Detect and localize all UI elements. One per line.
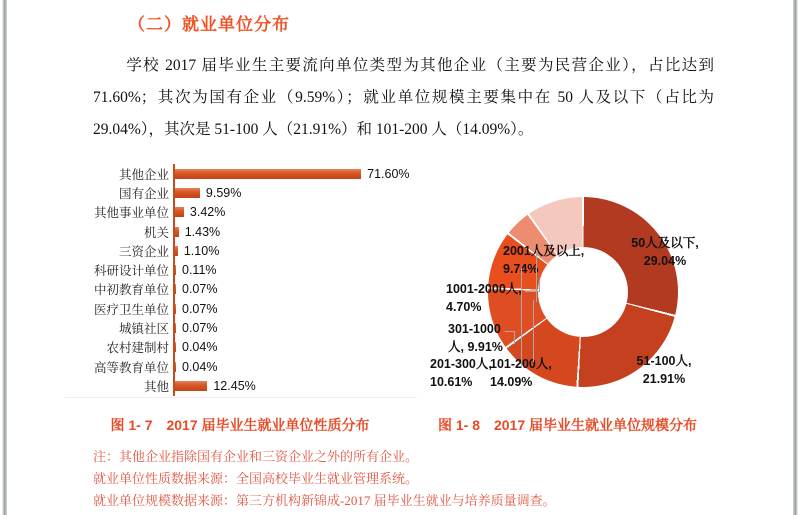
bar (175, 304, 176, 314)
bar-row (65, 376, 417, 395)
bar-row (65, 222, 417, 241)
bar-plot-zone (173, 299, 417, 318)
bar (175, 265, 176, 275)
donut-slice-label: 201-300人, 10.61% (430, 357, 492, 389)
donut-slice-label: 301-1000 人, 9.91% (448, 322, 503, 354)
donut-slice-label: 51-100人, 21.91% (636, 354, 692, 386)
bar-plot-zone (173, 241, 417, 260)
figure-caption-donut: 图 1- 8 2017 届毕业生就业单位规模分布 (437, 417, 698, 433)
donut-slice-label: 1001-2000人, 4.70% (446, 282, 522, 314)
bar (175, 284, 176, 294)
bar-plot-zone (173, 164, 417, 183)
bar-category-label: 三资企业 (118, 244, 169, 259)
bar-chart-unit-type (65, 164, 417, 398)
bar (175, 246, 178, 256)
donut-slice-label: 101-200人, 14.09% (490, 357, 552, 389)
bar (175, 188, 200, 198)
note-line: 注：其他企业指除国有企业和三资企业之外的所有企业。 (93, 449, 419, 464)
bar-plot-zone (173, 280, 417, 299)
bar-value-label: 0.04% (182, 359, 218, 374)
donut-chart-unit-size (420, 163, 732, 405)
bar-category-label: 其他企业 (118, 167, 169, 182)
bar-row (65, 280, 417, 299)
bar-category-label: 高等教育单位 (93, 360, 169, 375)
bar-value-label: 9.59% (205, 185, 242, 200)
note-line: 就业单位规模数据来源：第三方机构新锦成-2017 届毕业生就业与培养质量调查。 (93, 493, 556, 508)
leader-line (505, 331, 515, 344)
bar-plot-zone (173, 338, 417, 357)
bar-row (65, 203, 417, 222)
bar (175, 207, 184, 217)
leader-line (533, 300, 535, 362)
bar-value-label: 0.07% (182, 282, 218, 297)
body-paragraph: 学校 2017 届毕业生主要流向单位类型为其他企业（主要为民营企业），占比达到 71.60%；其次为国有企业（9.59%）；就业单位规模主要集中在 50 人及以下（占比为 29.04%），其次是 51-100 人（21.91%）和 101-200 人（14.09%）。 (93, 57, 714, 138)
bar-category-label: 医疗卫生单位 (93, 302, 169, 317)
bar-category-label: 城镇社区 (118, 322, 169, 337)
bar-value-label: 12.45% (213, 378, 256, 393)
bar-plot-zone (173, 183, 417, 202)
leader-line (536, 250, 538, 302)
page-edge-right (793, 0, 798, 515)
bar-category-label: 科研设计单位 (93, 264, 169, 279)
bar-row (65, 318, 417, 337)
bar-plot-zone (173, 318, 417, 337)
bar-value-label: 1.10% (183, 243, 220, 258)
bar (175, 227, 179, 237)
bar-row (65, 357, 417, 376)
bar-value-label: 0.04% (182, 340, 218, 355)
bar-value-label: 71.60% (367, 166, 410, 181)
bar (175, 362, 176, 372)
bar-value-label: 0.11% (182, 263, 217, 278)
note-line: 就业单位性质数据来源：全国高校毕业生就业管理系统。 (93, 471, 419, 486)
bar-plot-zone (173, 357, 417, 376)
bar-value-label: 3.42% (189, 205, 226, 220)
bar-value-label: 0.07% (182, 301, 218, 316)
bar (175, 323, 176, 333)
bar-plot-zone (173, 203, 417, 222)
bar-plot-zone (173, 222, 417, 241)
bar-category-label: 农村建制村 (106, 341, 169, 356)
bar-row (65, 183, 417, 202)
bar-category-label: 其他 (143, 379, 169, 394)
bar-row (65, 260, 417, 279)
donut-slice-label: 50人及以下, 29.04% (631, 236, 699, 268)
bar (175, 342, 176, 352)
donut-slice-label: 2001人及以上, 9.74% (503, 244, 585, 276)
bar-value-label: 1.43% (184, 224, 221, 239)
bar-plot-zone (173, 376, 417, 395)
bar-value-label: 0.07% (182, 321, 218, 336)
bar-plot-zone (173, 260, 417, 279)
footnotes (93, 446, 556, 512)
bar-row (65, 299, 417, 318)
leader-line (521, 268, 523, 368)
section-heading: （二）就业单位分布 (128, 15, 290, 34)
figure-caption-bar: 图 1- 7 2017 届毕业生就业单位性质分布 (110, 417, 370, 433)
bar (175, 381, 207, 391)
bar (175, 169, 361, 179)
page-edge-left (2, 0, 7, 515)
bar-category-label: 其他事业单位 (93, 206, 169, 221)
bar-row (65, 164, 417, 183)
bar-row (65, 241, 417, 260)
leader-line (525, 280, 540, 292)
bar-category-label: 国有企业 (118, 186, 169, 201)
bar-row (65, 338, 417, 357)
bar-category-label: 中初教育单位 (93, 283, 169, 298)
bar-category-label: 机关 (143, 225, 169, 240)
